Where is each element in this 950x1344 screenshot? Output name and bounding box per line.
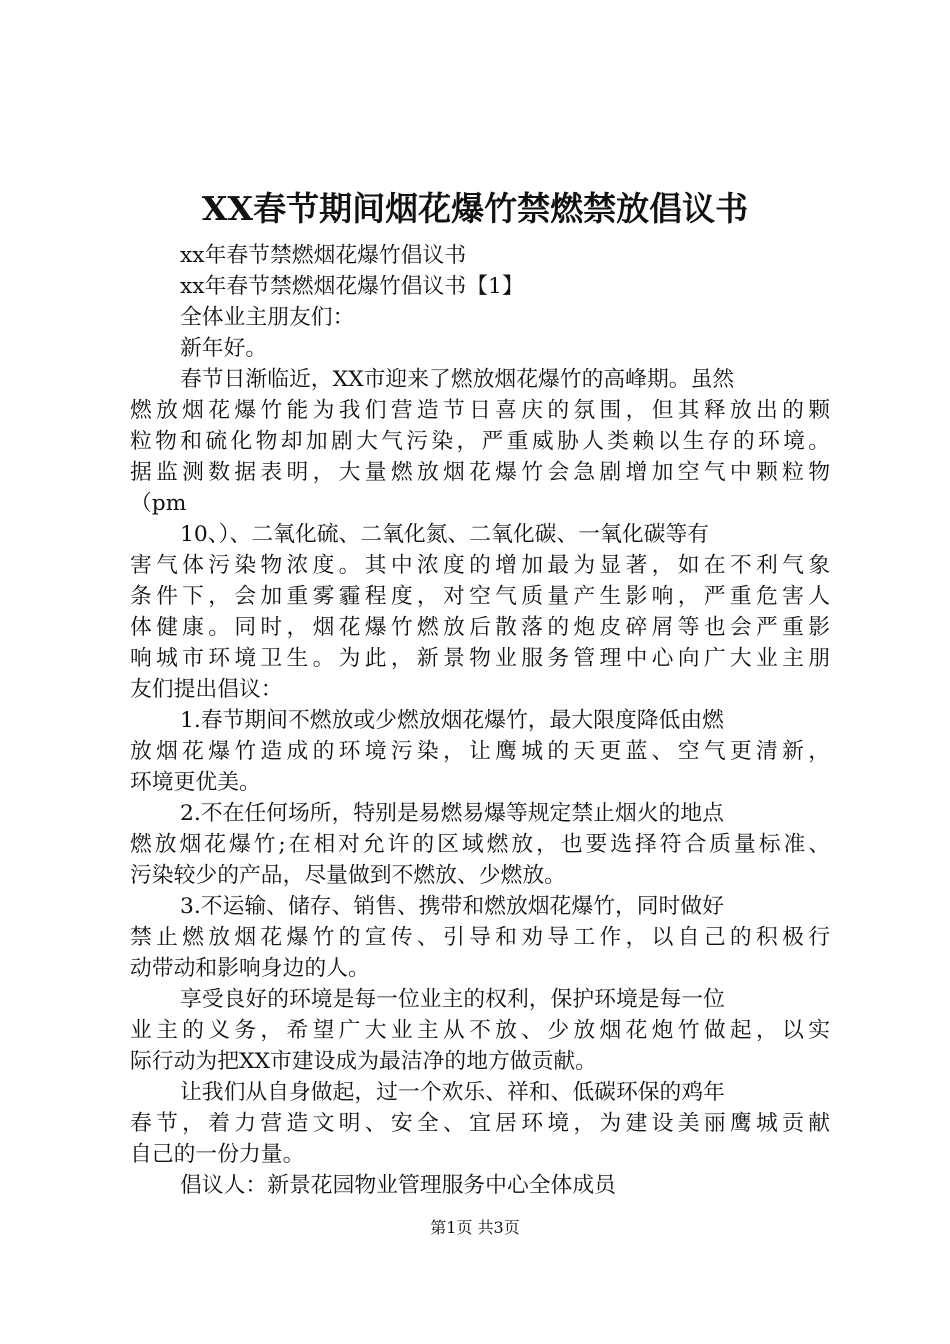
text-line: 禁止燃放烟花爆竹的宣传、引导和劝导工作，以自己的积极行 <box>130 925 830 950</box>
text-line: 业主的义务，希望广大业主从不放、少放烟花炮竹做起，以实 <box>130 1018 830 1043</box>
text-line: 际行动为把XX市建设成为最洁净的地方做贡献。 <box>130 1049 597 1074</box>
text-line: （pm <box>130 491 187 516</box>
text-line: 响城市环境卫生。为此，新景物业服务管理中心向广大业主朋 <box>130 646 830 671</box>
text-line: 友们提出倡议： <box>130 677 283 702</box>
text-line: 2.不在任何场所，特别是易燃易爆等规定禁止烟火的地点 <box>180 801 724 826</box>
text-line: 条件下，会加重雾霾程度，对空气质量产生影响，严重危害人 <box>130 584 830 609</box>
text-line: 燃放烟花爆竹能为我们营造节日喜庆的氛围，但其释放出的颗 <box>130 398 830 423</box>
text-line: 环境更优美。 <box>130 770 261 795</box>
document-title: XX春节期间烟花爆竹禁燃禁放倡议书 <box>201 189 749 228</box>
text-line: 燃放烟花爆竹;在相对允许的区域燃放，也要选择符合质量标准、 <box>130 832 830 857</box>
text-line: xx年春节禁燃烟花爆竹倡议书【1】 <box>180 274 524 299</box>
text-line: 春节日渐临近，XX市迎来了燃放烟花爆竹的高峰期。虽然 <box>180 367 735 392</box>
page-footer: 第1页 共3页 <box>430 1218 520 1237</box>
text-line: 自己的一份力量。 <box>130 1142 305 1167</box>
text-line: 污染较少的产品，尽量做到不燃放、少燃放。 <box>130 863 566 888</box>
text-line: xx年春节禁燃烟花爆竹倡议书 <box>180 243 467 268</box>
text-line: 春节，着力营造文明、安全、宜居环境，为建设美丽鹰城贡献 <box>130 1111 830 1136</box>
text-line: 粒物和硫化物却加剧大气污染，严重威胁人类赖以生存的环境。 <box>130 429 830 454</box>
text-line: 10、）、二氧化硫、二氧化氮、二氧化碳、一氧化碳等有 <box>180 522 710 547</box>
text-line: 动带动和影响身边的人。 <box>130 956 370 981</box>
text-line: 1.春节期间不燃放或少燃放烟花爆竹，最大限度降低由燃 <box>180 708 724 733</box>
text-line: 3.不运输、储存、销售、携带和燃放烟花爆竹，同时做好 <box>180 894 724 919</box>
text-line: 害气体污染物浓度。其中浓度的增加最为显著，如在不利气象 <box>130 553 830 578</box>
text-line: 据监测数据表明，大量燃放烟花爆竹会急剧增加空气中颗粒物 <box>130 460 830 485</box>
text-line: 倡议人：新景花园物业管理服务中心全体成员 <box>180 1173 616 1198</box>
text-line: 让我们从自身做起，过一个欢乐、祥和、低碳环保的鸡年 <box>180 1080 725 1105</box>
text-line: 享受良好的环境是每一位业主的权利，保护环境是每一位 <box>180 987 725 1012</box>
text-line: 全体业主朋友们： <box>180 305 355 330</box>
text-line: 放烟花爆竹造成的环境污染，让鹰城的天更蓝、空气更清新， <box>130 739 830 764</box>
text-line: 新年好。 <box>180 336 268 361</box>
text-line: 体健康。同时，烟花爆竹燃放后散落的炮皮碎屑等也会严重影 <box>130 615 830 640</box>
